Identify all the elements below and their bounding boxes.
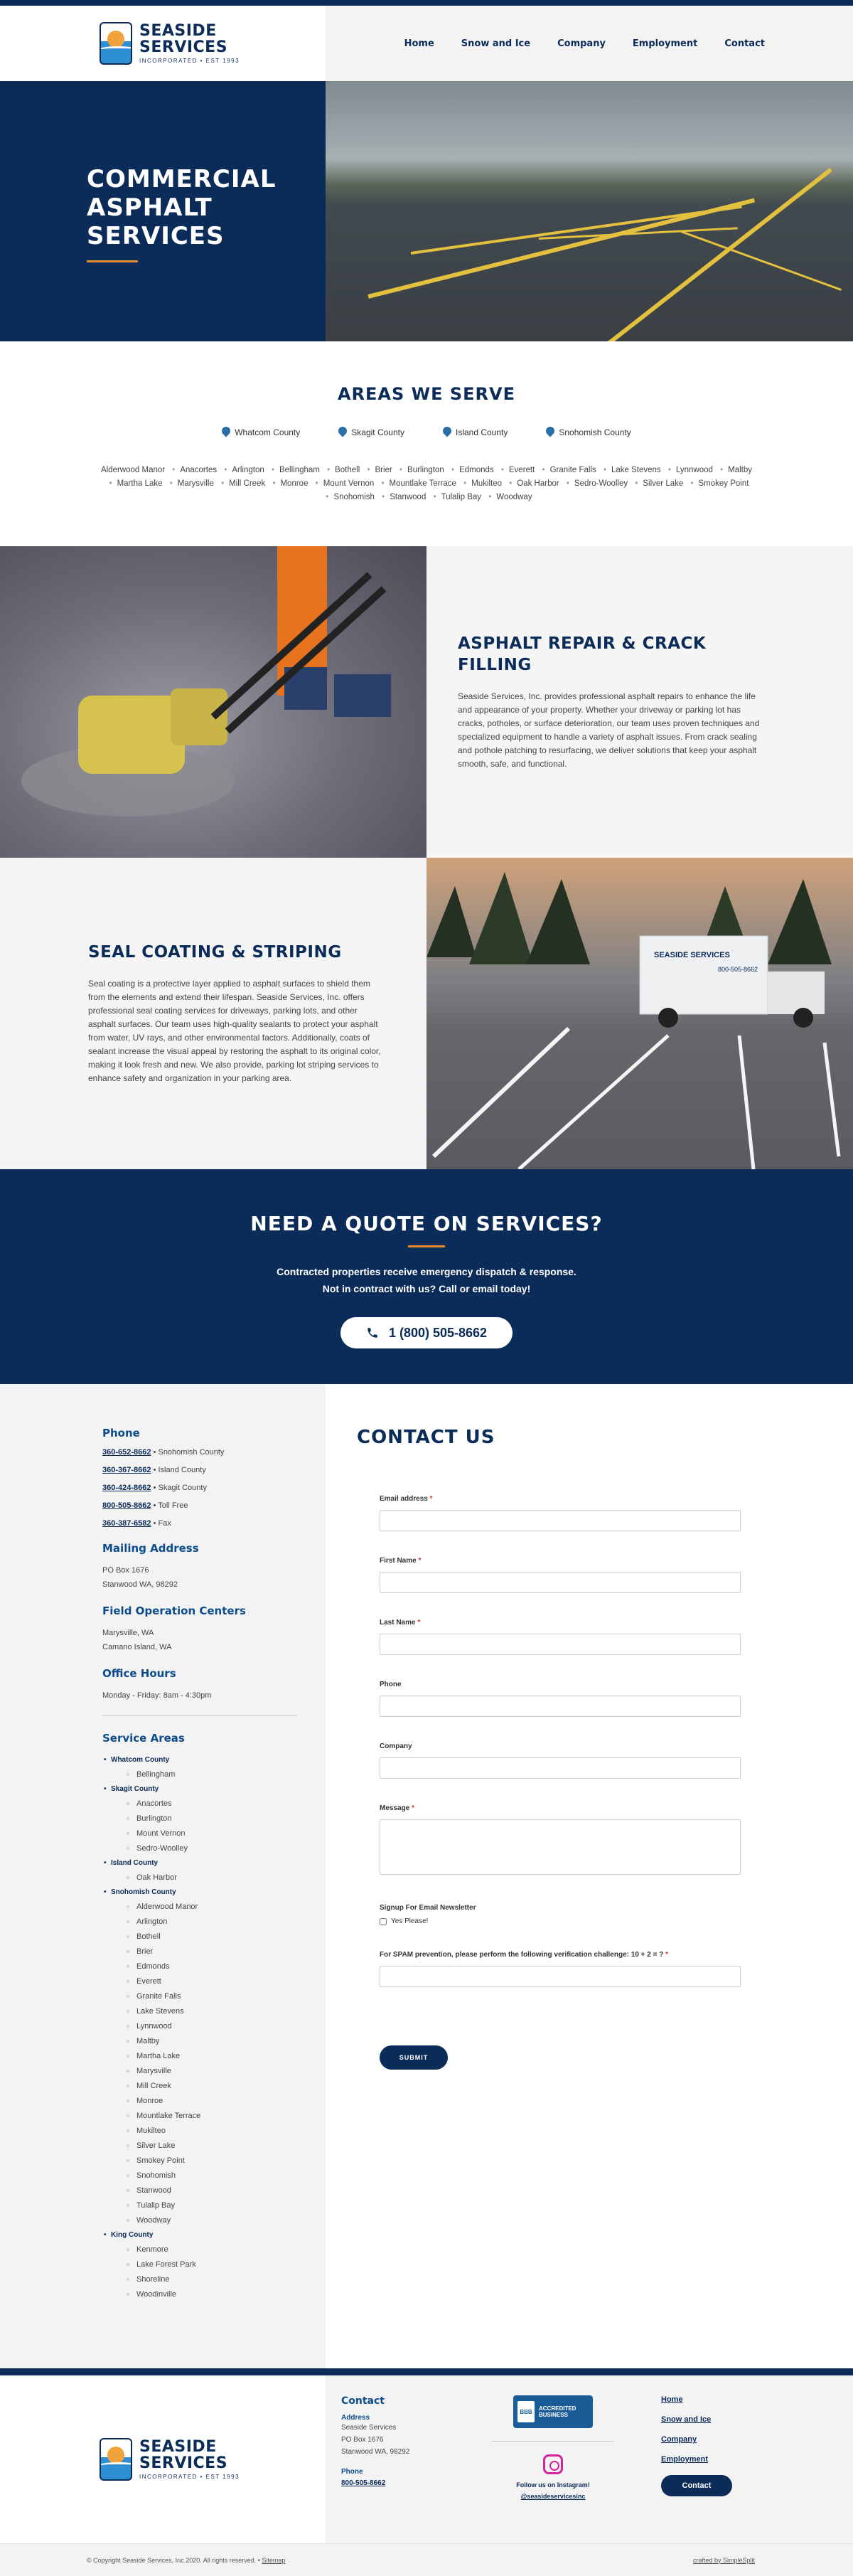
service-city: ○ Edmonds xyxy=(102,1959,297,1974)
city-separator: • xyxy=(271,466,274,474)
city-item: Marysville xyxy=(177,479,214,488)
service-city: ○ Lake Stevens xyxy=(102,2004,297,2019)
phone-line xyxy=(102,1466,297,1474)
site-header xyxy=(0,6,853,81)
city-separator: • xyxy=(451,466,455,474)
service-city: ○ Marysville xyxy=(102,2064,297,2079)
last-name-field[interactable] xyxy=(380,1634,741,1655)
instagram-handle-link[interactable]: @seasideservicesinc xyxy=(520,2493,586,2500)
service-city: ○ Granite Falls xyxy=(102,1989,297,2004)
phone-field[interactable] xyxy=(380,1696,741,1717)
phone-number-link[interactable]: 360-367-8662 xyxy=(102,1466,151,1474)
city-item: Brier xyxy=(375,466,392,474)
hero-title-line3: SERVICES xyxy=(87,222,225,250)
city-separator: • xyxy=(224,466,227,474)
service-city: ○ Mountlake Terrace xyxy=(102,2109,297,2124)
city-separator: • xyxy=(327,466,331,474)
city-item: Burlington xyxy=(407,466,444,474)
city-item: Mukilteo xyxy=(471,479,503,488)
striping-truck-image xyxy=(426,858,853,1169)
hero-title-line1: COMMERCIAL xyxy=(87,165,277,193)
company-label: Company xyxy=(380,1742,412,1750)
city-item: Snohomish xyxy=(333,493,375,501)
service-county: • Snohomish County xyxy=(102,1885,297,1900)
phone-number-label: • Skagit County xyxy=(151,1484,207,1492)
service-areas-heading: Service Areas xyxy=(102,1732,185,1745)
service-city: ○ Stanwood xyxy=(102,2183,297,2198)
phone-label: Phone xyxy=(380,1681,402,1688)
field-ops-line2: Camano Island, WA xyxy=(102,1643,172,1651)
service-city: ○ Oak Harbor xyxy=(102,1870,297,1885)
service-city: ○ Kenmore xyxy=(102,2242,297,2257)
service-city: ○ Martha Lake xyxy=(102,2049,297,2064)
main-nav xyxy=(326,6,853,81)
field-ops-line1: Marysville, WA xyxy=(102,1629,154,1637)
city-item: Alderwood Manor xyxy=(100,466,166,474)
county-list xyxy=(0,427,853,438)
city-separator: • xyxy=(109,479,112,488)
instagram-icon[interactable] xyxy=(543,2454,563,2474)
message-field[interactable] xyxy=(380,1819,741,1875)
service-city: ○ Mount Vernon xyxy=(102,1826,297,1841)
quote-line1: Contracted properties receive emergency dispatch & response. xyxy=(277,1266,576,1277)
city-item: Lake Stevens xyxy=(611,466,661,474)
mailing-line1: PO Box 1676 xyxy=(102,1566,149,1575)
office-hours: Monday - Friday: 8am - 4:30pm xyxy=(102,1691,212,1700)
hero-title xyxy=(87,165,326,250)
newsletter-option xyxy=(380,1917,741,1925)
city-separator: • xyxy=(690,479,694,488)
county-item: Whatcom County xyxy=(222,427,300,438)
service-city: ○ Woodinville xyxy=(102,2287,297,2302)
contact-form xyxy=(357,1495,741,2070)
newsletter-checkbox[interactable] xyxy=(380,1918,387,1925)
hero-accent-rule xyxy=(87,260,138,262)
repair-title: ASPHALT REPAIR & CRACK FILLING xyxy=(458,634,707,674)
sidebar-divider xyxy=(102,1715,297,1716)
service-city: ○ Maltby xyxy=(102,2034,297,2049)
footer-link-home[interactable]: Home xyxy=(661,2395,683,2404)
service-county: • Skagit County xyxy=(102,1782,297,1797)
city-separator: • xyxy=(433,493,436,501)
footer-divider xyxy=(492,2441,614,2442)
last-name-label: Last Name * xyxy=(380,1619,421,1627)
seal-section xyxy=(0,858,853,1169)
city-separator: • xyxy=(272,479,276,488)
service-county: • Whatcom County xyxy=(102,1753,297,1767)
footer-logo[interactable] xyxy=(100,2438,240,2481)
city-item: Stanwood xyxy=(390,493,426,501)
city-separator: • xyxy=(315,479,318,488)
footer-link-company[interactable]: Company xyxy=(661,2435,697,2444)
repair-body: Seaside Services, Inc. provides professional asphalt repairs to enhance the life and appearance of your property. Whether your driveway or parking lot has cracks, potholes, or surface deterioration, our team uses proven techniques and specialized equipment to handle a variety of asphalt issues. From crack sealing and pothole patching to resurfacing, we deliver solutions that keep your asphalt smooth, safe, and functional. xyxy=(458,691,760,769)
phone-number-link[interactable]: 360-387-6582 xyxy=(102,1519,151,1528)
service-city: ○ Tulalip Bay xyxy=(102,2198,297,2213)
city-separator: • xyxy=(172,466,176,474)
nav-company[interactable]: Company xyxy=(557,38,606,49)
quote-accent-rule xyxy=(408,1245,445,1247)
city-separator: • xyxy=(169,479,173,488)
city-item: Oak Harbor xyxy=(517,479,559,488)
hero-parking-lot-image xyxy=(326,81,853,341)
city-item: Edmonds xyxy=(459,466,494,474)
city-item: Bellingham xyxy=(279,466,320,474)
city-separator: • xyxy=(399,466,403,474)
truck-side-phone: 800-505-8662 xyxy=(718,966,758,973)
city-item: Mount Vernon xyxy=(323,479,375,488)
service-city: ○ Brier xyxy=(102,1944,297,1959)
city-item: Granite Falls xyxy=(549,466,596,474)
footer-social-col xyxy=(481,2395,626,2543)
footer-address xyxy=(341,2422,481,2458)
first-name-label: First Name * xyxy=(380,1557,422,1565)
contact-info-sidebar xyxy=(0,1384,326,2368)
service-county: • King County xyxy=(102,2228,297,2242)
logo-tagline: INCORPORATED • EST 1993 xyxy=(139,58,240,64)
service-city: ○ Bothell xyxy=(102,1930,297,1944)
message-label: Message * xyxy=(380,1804,414,1812)
phone-line xyxy=(102,1484,297,1492)
city-separator: • xyxy=(509,479,513,488)
service-city: ○ Sedro-Woolley xyxy=(102,1841,297,1856)
first-name-field[interactable] xyxy=(380,1572,741,1593)
mailing-address xyxy=(102,1563,297,1592)
phone-number-label: • Island County xyxy=(151,1466,206,1474)
city-separator: • xyxy=(720,466,724,474)
county-item: Snohomish County xyxy=(546,427,631,438)
nav-employment[interactable]: Employment xyxy=(632,38,698,49)
areas-title: AREAS WE SERVE xyxy=(337,384,515,404)
crafted-by-link[interactable]: crafted by SimpleSplit xyxy=(692,2556,755,2564)
company-field[interactable] xyxy=(380,1757,741,1779)
city-separator: • xyxy=(488,493,492,501)
footer-accent-bar xyxy=(0,2368,853,2375)
service-city: ○ Mukilteo xyxy=(102,2124,297,2139)
service-city: ○ Snohomish xyxy=(102,2168,297,2183)
city-separator: • xyxy=(367,466,370,474)
service-city: ○ Shoreline xyxy=(102,2272,297,2287)
map-pin-icon xyxy=(546,427,554,438)
bbb-seal-icon: BBB xyxy=(517,2401,535,2422)
map-pin-icon xyxy=(222,427,230,438)
footer-logo-tagline: INCORPORATED • EST 1993 xyxy=(139,2474,240,2480)
service-city: ○ Arlington xyxy=(102,1915,297,1930)
service-city: ○ Mill Creek xyxy=(102,2079,297,2094)
truck-side-text: SEASIDE SERVICES xyxy=(654,951,730,959)
top-accent-bar xyxy=(0,0,853,6)
city-separator: • xyxy=(381,479,385,488)
service-city: ○ Monroe xyxy=(102,2094,297,2109)
footer-link-employment[interactable]: Employment xyxy=(661,2455,709,2464)
call-phone-button[interactable] xyxy=(340,1317,513,1348)
service-county: • Island County xyxy=(102,1856,297,1870)
phone-number-label: • Fax xyxy=(151,1519,171,1528)
compactor-illustration xyxy=(0,546,426,858)
phone-line xyxy=(102,1501,297,1510)
mailing-line2: Stanwood WA, 98292 xyxy=(102,1580,178,1589)
city-separator: • xyxy=(542,466,545,474)
hero-title-line2: ASPHALT xyxy=(87,193,213,222)
copyright-bar xyxy=(0,2543,853,2576)
nav-contact[interactable]: Contact xyxy=(724,38,765,49)
city-item: Mountlake Terrace xyxy=(389,479,456,488)
city-item: Maltby xyxy=(728,466,753,474)
footer-address-label: Address xyxy=(341,2414,370,2422)
contact-section xyxy=(0,1384,853,2368)
phone-list xyxy=(102,1448,297,1528)
footer-logo-line2: SERVICES xyxy=(139,2454,228,2472)
service-city: ○ Smokey Point xyxy=(102,2154,297,2168)
city-item: Sedro-Woolley xyxy=(574,479,628,488)
city-item: Monroe xyxy=(280,479,309,488)
sitemap-link[interactable]: Sitemap xyxy=(262,2556,286,2564)
phone-icon xyxy=(366,1326,379,1339)
service-city: ○ Bellingham xyxy=(102,1767,297,1782)
hero xyxy=(0,81,853,341)
contact-title: CONTACT US xyxy=(357,1427,495,1448)
bbb-line2: BUSINESS xyxy=(539,2412,568,2418)
field-ops-heading: Field Operation Centers xyxy=(102,1604,246,1617)
quote-banner xyxy=(0,1169,853,1384)
service-city: ○ Anacortes xyxy=(102,1797,297,1811)
map-pin-icon xyxy=(338,427,347,438)
logo-sun-wave-icon xyxy=(100,22,132,65)
city-separator: • xyxy=(635,479,638,488)
footer-links-col xyxy=(626,2395,732,2543)
footer-contact-button[interactable]: Contact xyxy=(661,2475,732,2496)
repair-section xyxy=(0,546,853,858)
footer-phone-label: Phone xyxy=(341,2468,363,2476)
seal-title: SEAL COATING & STRIPING xyxy=(88,943,342,962)
logo-line1: SEASIDE xyxy=(139,22,217,40)
footer-address-line1: Seaside Services xyxy=(341,2424,397,2432)
city-item: Mill Creek xyxy=(229,479,266,488)
service-city: ○ Burlington xyxy=(102,1811,297,1826)
footer-phone-link[interactable]: 800-505-8662 xyxy=(341,2479,386,2487)
city-separator: • xyxy=(566,479,569,488)
spam-label: For SPAM prevention, please perform the following verification challenge: 10 + 2 = ? * xyxy=(380,1951,669,1959)
site-footer xyxy=(0,2375,853,2543)
site-logo[interactable] xyxy=(100,22,240,65)
county-item: Skagit County xyxy=(338,427,404,438)
phone-number-label: • Toll Free xyxy=(151,1501,188,1510)
city-list xyxy=(100,464,753,504)
bbb-line1: ACCREDITED xyxy=(539,2405,576,2412)
city-separator: • xyxy=(603,466,606,474)
email-label: Email address * xyxy=(380,1495,433,1503)
quote-line2: Not in contract with us? Call or email today! xyxy=(322,1283,531,1294)
nav-home[interactable]: Home xyxy=(404,38,434,49)
city-separator: • xyxy=(463,479,467,488)
logo-line2: SERVICES xyxy=(139,38,228,56)
city-item: Bothell xyxy=(335,466,360,474)
phone-number-link[interactable]: 360-424-8662 xyxy=(102,1484,151,1492)
areas-we-serve xyxy=(0,341,853,546)
city-separator: • xyxy=(326,493,329,501)
footer-logo-line1: SEASIDE xyxy=(139,2438,217,2456)
city-item: Anacortes xyxy=(180,466,218,474)
city-item: Smokey Point xyxy=(698,479,749,488)
phone-line xyxy=(102,1448,297,1457)
service-city: ○ Alderwood Manor xyxy=(102,1900,297,1915)
field-ops-list xyxy=(102,1626,297,1654)
footer-contact-col xyxy=(341,2395,481,2543)
service-city: ○ Woodway xyxy=(102,2213,297,2228)
truck-illustration xyxy=(426,858,853,1169)
seal-body: Seal coating is a protective layer applied to asphalt surfaces to shield them from the elements and extend their lifespan. Seaside Services, Inc. offers professional seal coating services for driveways, parking lots, and other asphalt surfaces. Our team uses high-quality sealants to protect your asphalt from water, UV rays, and other environmental factors. Additionally, coats of sealant increase the visual appeal by restoring the asphalt to its original color, making it look fresh and new. We also provide, parking lot striping services to enhance safety and organization in your parking area. xyxy=(88,979,381,1083)
footer-contact-heading: Contact xyxy=(341,2395,385,2407)
city-item: Arlington xyxy=(232,466,264,474)
phone-line xyxy=(102,1519,297,1528)
service-city: ○ Lynnwood xyxy=(102,2019,297,2034)
city-item: Tulalip Bay xyxy=(441,493,482,501)
quote-phone-number: 1 (800) 505-8662 xyxy=(388,1325,488,1340)
copyright-text: © Copyright Seaside Services, Inc.2020. All rights reserved. • Sitemap xyxy=(87,2556,286,2564)
phone-heading: Phone xyxy=(102,1427,140,1439)
map-pin-icon xyxy=(443,427,451,438)
phone-number-link[interactable]: 800-505-8662 xyxy=(102,1501,151,1510)
submit-button[interactable]: SUBMIT xyxy=(380,2045,448,2070)
county-item: Island County xyxy=(443,427,508,438)
phone-number-label: • Snohomish County xyxy=(151,1448,225,1457)
newsletter-option-label: Yes Please! xyxy=(391,1917,429,1925)
city-item: Martha Lake xyxy=(117,479,163,488)
city-separator: • xyxy=(500,466,504,474)
instagram-follow-text: Follow us on Instagram! xyxy=(516,2481,590,2489)
plate-compactor-image xyxy=(0,546,426,858)
contact-form-panel xyxy=(326,1384,853,2368)
footer-address-line2: PO Box 1676 xyxy=(341,2436,384,2444)
spam-challenge-field[interactable] xyxy=(380,1966,741,1987)
footer-address-line3: Stanwood WA, 98292 xyxy=(341,2448,410,2456)
city-item: Woodway xyxy=(496,493,532,501)
city-item: Everett xyxy=(508,466,535,474)
city-item: Lynnwood xyxy=(675,466,713,474)
quote-title: NEED A QUOTE ON SERVICES? xyxy=(250,1212,603,1235)
service-city: ○ Lake Forest Park xyxy=(102,2257,297,2272)
service-city: ○ Silver Lake xyxy=(102,2139,297,2154)
city-separator: • xyxy=(221,479,225,488)
footer-link-snow-and-ice[interactable]: Snow and Ice xyxy=(661,2415,712,2424)
nav-snow-and-ice[interactable]: Snow and Ice xyxy=(461,38,531,49)
phone-number-link[interactable]: 360-652-8662 xyxy=(102,1448,151,1457)
city-separator: • xyxy=(667,466,671,474)
logo-sun-wave-icon xyxy=(100,2438,132,2481)
city-separator: • xyxy=(382,493,385,501)
service-city: ○ Everett xyxy=(102,1974,297,1989)
newsletter-label: Signup For Email Newsletter xyxy=(380,1904,476,1912)
bbb-badge[interactable] xyxy=(513,2395,593,2428)
city-item: Silver Lake xyxy=(643,479,684,488)
hours-heading: Office Hours xyxy=(102,1667,176,1680)
service-area-tree xyxy=(102,1753,297,2302)
email-field[interactable] xyxy=(380,1510,741,1531)
mailing-heading: Mailing Address xyxy=(102,1542,199,1555)
